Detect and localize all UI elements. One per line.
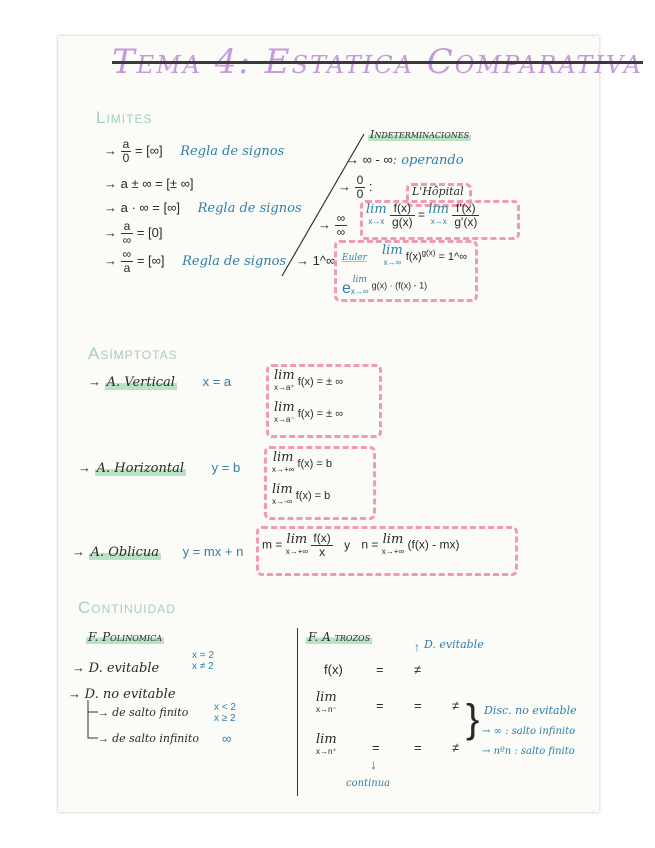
arrow-icon: → bbox=[104, 176, 117, 191]
section-heading-continuidad: Continuidad bbox=[78, 598, 176, 617]
arrow-icon: → bbox=[338, 178, 351, 194]
vertical-lim1: lim x→a⁺ f(x) = ± ∞ bbox=[274, 368, 344, 392]
arrow-icon: → bbox=[482, 726, 491, 737]
arrow-icon: → bbox=[318, 216, 331, 232]
arrow-icon: → bbox=[104, 200, 117, 215]
oblicua-formula: m = lim x→+∞ $\frac{f(x)}{x}$ y n = lim x→+∞ (f(x) - mx) bbox=[262, 531, 460, 559]
arrow-icon: → bbox=[104, 252, 117, 268]
down-arrow-icon: ↓ bbox=[370, 756, 377, 772]
trozos-continua: continua bbox=[346, 778, 391, 789]
limit-result: = [∞] bbox=[136, 252, 165, 268]
section-heading-indeterminaciones: Indeterminaciones bbox=[370, 128, 470, 141]
brace-icon: } bbox=[466, 697, 480, 741]
euler-label: Euler bbox=[342, 253, 367, 263]
arrow-icon: → bbox=[98, 733, 109, 745]
disc-no-evitable-title: Disc. no evitable bbox=[484, 704, 577, 717]
trozos-title: F. A trozos bbox=[308, 630, 371, 644]
arrow-icon: → bbox=[72, 660, 85, 675]
salto-infinito-condition: ∞ bbox=[222, 731, 232, 746]
evitable-conditions: x = 2 x ≠ 2 bbox=[192, 650, 214, 672]
arrow-icon: → bbox=[346, 152, 359, 167]
arrow-icon: → bbox=[98, 707, 109, 719]
trozos-eq-1: = bbox=[376, 662, 384, 677]
trozos-neq-3: ≠ bbox=[452, 740, 460, 755]
arrow-icon: → bbox=[68, 686, 81, 701]
limit-note: Regla de signos bbox=[180, 143, 285, 159]
trozos-neq-1: ≠ bbox=[414, 662, 422, 677]
disc-item-1: → ∞ : salto infinito bbox=[482, 726, 576, 737]
lhopital-label: L'Hôpital bbox=[412, 185, 464, 198]
trozos-fx: f(x) bbox=[324, 662, 343, 677]
disc-item-2: → nºn : salto finito bbox=[482, 746, 575, 757]
salto-infinito: → de salto infinito bbox=[98, 732, 199, 745]
euler-result: e $^{lim x\to\infty}$ $^{g(x) \cdot (f(x) - 1)}$ bbox=[342, 275, 428, 298]
section-heading-limites: Limites bbox=[96, 108, 153, 127]
asintota-horizontal: → A. Horizontal y = b bbox=[78, 460, 241, 476]
section-heading-asintotas: Asímptotas bbox=[88, 344, 178, 363]
page-title: Tema 4: Estatica Comparativa bbox=[112, 42, 643, 82]
trozos-neq-2: ≠ bbox=[452, 698, 460, 713]
lhopital-formula: lim x→x $\frac{f(x)}{g(x)}$ = lim x→x $\frac{f'(x)}{g'(x)}$ bbox=[366, 201, 478, 229]
indet-cero-cero: → $\frac{0}{0}$ : bbox=[338, 173, 373, 201]
indet-inf-inf: → $\frac{\infty}{\infty}$ bbox=[318, 211, 346, 239]
polinomica-no-evitable: → D. no evitable bbox=[68, 686, 176, 702]
trozos-lim-plus: lim x→n⁺ bbox=[316, 732, 337, 756]
limit-row-4: → $\frac{a}{\infty}$ = [0] bbox=[104, 219, 163, 247]
trozos-eq-3: = bbox=[414, 698, 422, 713]
trozos-eq-4: = bbox=[372, 740, 380, 755]
limit-result: = [0] bbox=[136, 224, 163, 240]
limit-note: Regla de signos bbox=[182, 253, 287, 269]
horizontal-lim2: lim x→-∞ f(x) = b bbox=[272, 482, 331, 506]
horizontal-lim1: lim x→+∞ f(x) = b bbox=[272, 450, 332, 474]
salto-finito: → de salto finito bbox=[98, 706, 189, 719]
trozos-lim-minus: lim x→n⁻ bbox=[316, 690, 337, 714]
arrow-icon: → bbox=[78, 460, 91, 475]
fraction: $\frac{a}{0}$ bbox=[122, 137, 130, 165]
trozos-eq-5: = bbox=[414, 740, 422, 755]
limit-row-2 bbox=[104, 176, 194, 191]
asintota-vertical: → A. Vertical x = a bbox=[88, 374, 232, 390]
limit-expr: a · ∞ = [∞] bbox=[120, 200, 180, 215]
vertical-lim2: lim x→a⁻ f(x) = ± ∞ bbox=[274, 400, 344, 424]
salto-finito-conditions: x < 2 x ≥ 2 bbox=[214, 702, 236, 724]
indet-resta: → ∞ - ∞: operando bbox=[346, 152, 464, 168]
polinomica-evitable: → D. evitable bbox=[72, 660, 160, 676]
indet-uno-infinito: → 1^∞ bbox=[296, 253, 336, 268]
limit-row-5: → $\frac{\infty}{a}$ = [∞] Regla de signos bbox=[104, 247, 287, 275]
arrow-icon: → bbox=[296, 253, 309, 268]
arrow-icon: → bbox=[72, 544, 85, 559]
arrow-icon: → bbox=[482, 746, 491, 757]
polinomica-title: F. Polinomica bbox=[88, 630, 162, 644]
euler-formula: lim x→∞ $f(x)^{g(x)}$ = 1^∞ bbox=[382, 243, 468, 267]
asintota-oblicua: → A. Oblicua y = mx + n bbox=[72, 544, 244, 560]
limit-row-1 bbox=[104, 138, 284, 165]
column-divider bbox=[297, 628, 298, 796]
limit-expr: a ± ∞ = [± ∞] bbox=[120, 176, 194, 191]
trozos-eq-2: = bbox=[376, 698, 384, 713]
up-arrow-icon: ↑ bbox=[414, 640, 420, 654]
trozos-d-evitable: D. evitable bbox=[424, 638, 484, 651]
arrow-icon: → bbox=[104, 224, 117, 240]
limit-note: Regla de signos bbox=[197, 201, 302, 216]
arrow-icon: → bbox=[104, 142, 117, 158]
arrow-icon: → bbox=[88, 374, 101, 389]
limit-result: = [∞] bbox=[134, 142, 163, 158]
